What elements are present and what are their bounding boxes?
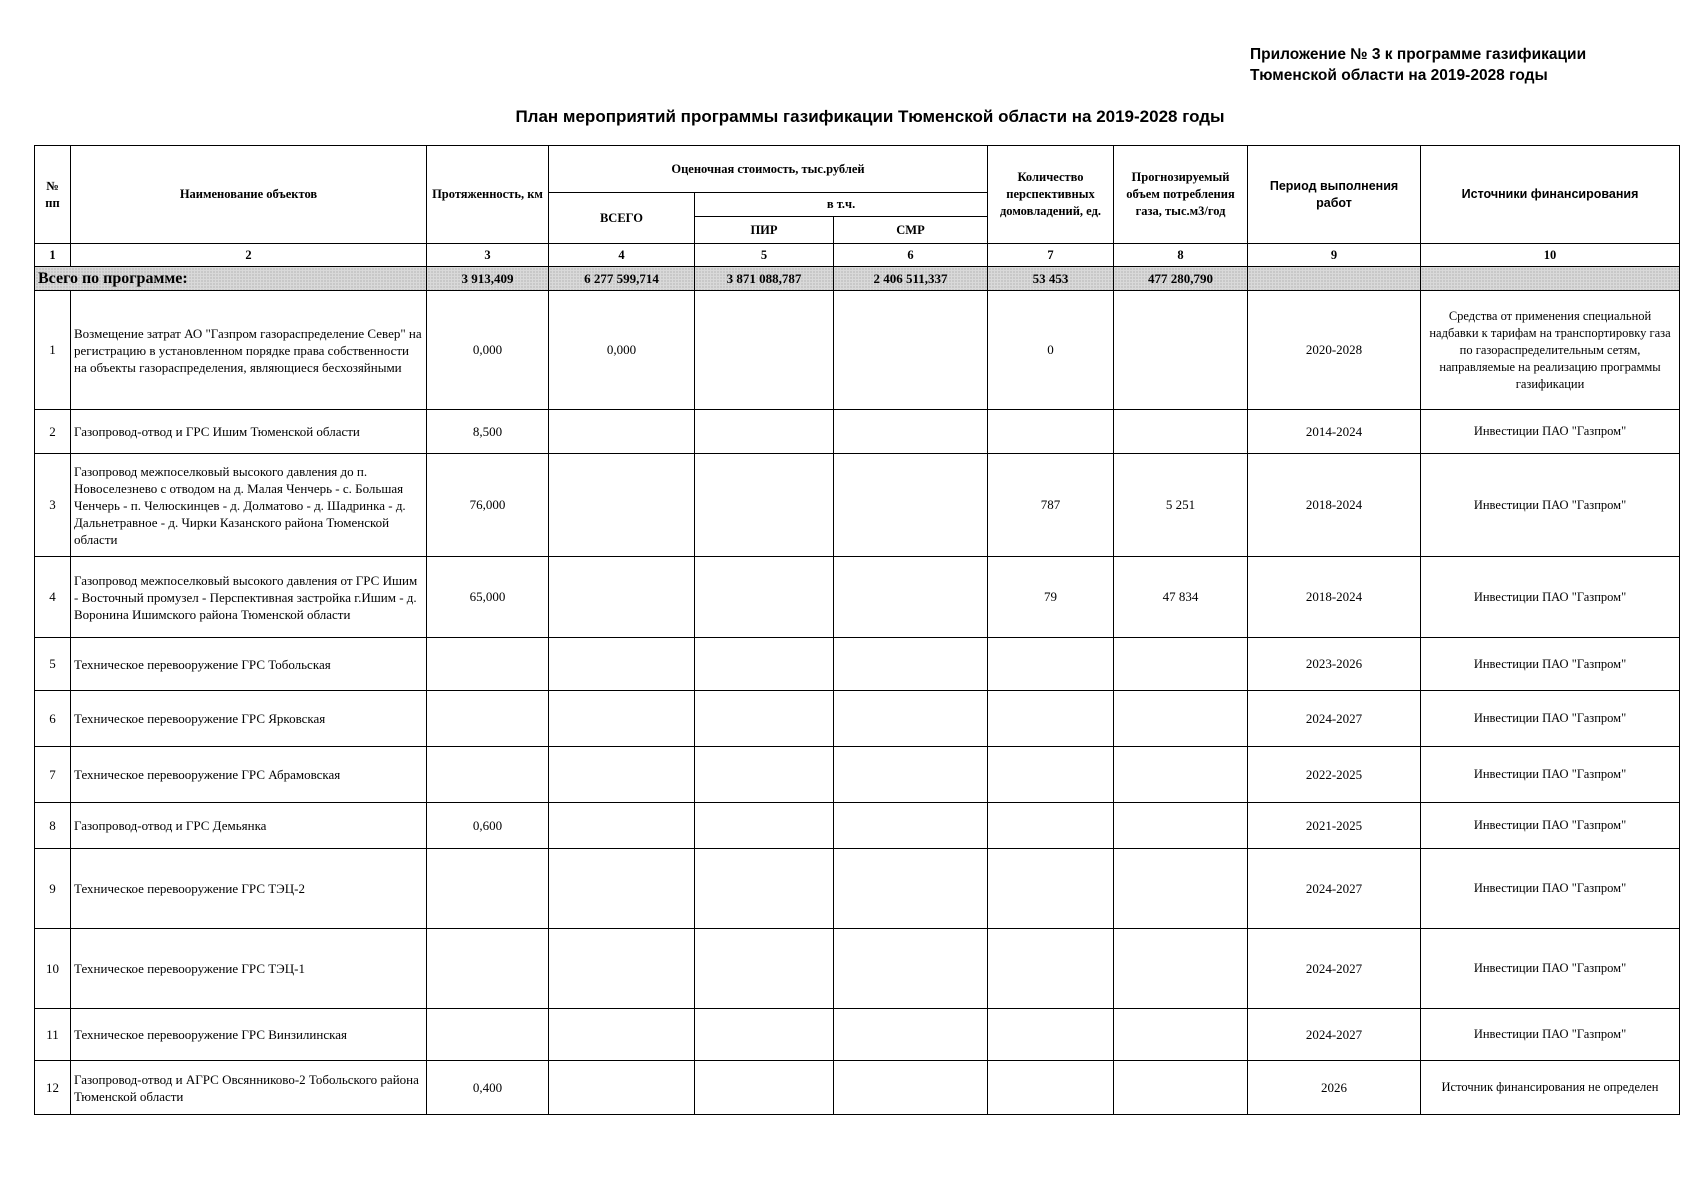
cell-sources: Инвестиции ПАО "Газпром" [1421,410,1680,454]
cell-period: 2021-2025 [1248,803,1421,849]
column-number: 5 [695,244,834,267]
cell-length: 76,000 [427,454,549,557]
cell-num: 1 [35,291,71,410]
cell-total [549,803,695,849]
table-header [35,146,1680,244]
cell-smr [834,803,988,849]
cell-num: 11 [35,1009,71,1061]
cell-num: 3 [35,454,71,557]
cell-total [549,557,695,638]
cell-households [988,1061,1114,1115]
totals-pir: 3 871 088,787 [695,267,834,291]
header-households: Количество перспективных домовладений, ед. [988,146,1114,244]
cell-length: 0,600 [427,803,549,849]
cell-sources: Инвестиции ПАО "Газпром" [1421,454,1680,557]
cell-households [988,747,1114,803]
cell-length [427,849,549,929]
header-num: № пп [35,146,71,244]
table-row [35,454,1680,557]
table-row [35,410,1680,454]
totals-gas: 477 280,790 [1114,267,1248,291]
table-row [35,849,1680,929]
cell-smr [834,1009,988,1061]
cell-name: Техническое перевооружение ГРС ТЭЦ-1 [71,929,427,1009]
cell-period: 2024-2027 [1248,1009,1421,1061]
cell-total [549,1061,695,1115]
table-row [35,803,1680,849]
cell-total [549,454,695,557]
cell-smr [834,557,988,638]
column-number: 10 [1421,244,1680,267]
table-row [35,1061,1680,1115]
cell-total [549,638,695,691]
cell-households [988,803,1114,849]
cell-length: 8,500 [427,410,549,454]
column-numbers-row [35,244,1680,267]
cell-gas [1114,410,1248,454]
column-number: 2 [71,244,427,267]
appendix-line-1: Приложение № 3 к программе газификации [1250,46,1587,63]
cell-sources: Инвестиции ПАО "Газпром" [1421,849,1680,929]
cell-name: Газопровод межпоселковый высокого давления до п. Новоселезнево с отводом на д. Малая Ченчерь - с. Большая Ченчерь - п. Челюскинцев - д. Долматово - д. Шадринка - д. Дальнетравное - д. Чирки Казанского района Тюменской области [71,454,427,557]
cell-gas [1114,929,1248,1009]
cell-period: 2024-2027 [1248,929,1421,1009]
cell-smr [834,849,988,929]
cell-pir [695,454,834,557]
column-number: 7 [988,244,1114,267]
cell-gas [1114,638,1248,691]
cell-name: Техническое перевооружение ГРС Винзилинская [71,1009,427,1061]
cell-period: 2018-2024 [1248,454,1421,557]
cell-gas [1114,747,1248,803]
cell-name: Техническое перевооружение ГРС Ярковская [71,691,427,747]
cell-households [988,691,1114,747]
cell-sources: Средства от применения специальной надбавки к тарифам на транспортировку газа по газораспределительным сетям, направляемые на реализацию программы газификации [1421,291,1680,410]
cell-smr [834,691,988,747]
cell-smr [834,638,988,691]
cell-period: 2024-2027 [1248,691,1421,747]
cell-pir [695,410,834,454]
table-row [35,291,1680,410]
cell-pir [695,291,834,410]
cell-period: 2020-2028 [1248,291,1421,410]
plan-table [34,145,1680,1115]
cell-length: 0,400 [427,1061,549,1115]
cell-pir [695,747,834,803]
cell-households [988,638,1114,691]
table-body [35,244,1680,1115]
totals-length: 3 913,409 [427,267,549,291]
cell-total [549,747,695,803]
cell-gas [1114,803,1248,849]
table-row [35,929,1680,1009]
cell-num: 6 [35,691,71,747]
document-title: План мероприятий программы газификации Тюменской области на 2019-2028 годы [515,107,1225,126]
cell-sources: Инвестиции ПАО "Газпром" [1421,691,1680,747]
totals-row [35,267,1680,291]
cell-num: 12 [35,1061,71,1115]
cell-num: 7 [35,747,71,803]
cell-smr [834,454,988,557]
cell-length: 0,000 [427,291,549,410]
cell-households: 787 [988,454,1114,557]
cell-length [427,1009,549,1061]
cell-smr [834,1061,988,1115]
cell-gas [1114,849,1248,929]
cell-households: 0 [988,291,1114,410]
table-row [35,638,1680,691]
cell-name: Техническое перевооружение ГРС ТЭЦ-2 [71,849,427,929]
cell-period: 2018-2024 [1248,557,1421,638]
cell-num: 8 [35,803,71,849]
cell-num: 5 [35,638,71,691]
cell-households [988,849,1114,929]
cell-period: 2026 [1248,1061,1421,1115]
cell-pir [695,929,834,1009]
column-number: 8 [1114,244,1248,267]
cell-gas [1114,1009,1248,1061]
cell-name: Возмещение затрат АО "Газпром газораспределение Север" на регистрацию в установленном порядке права собственности на объекты газораспределения, являющиеся бесхозяйными [71,291,427,410]
cell-households [988,410,1114,454]
header-incl: в т.ч. [695,193,988,217]
header-name: Наименование объектов [71,146,427,244]
cell-smr [834,410,988,454]
cell-gas [1114,691,1248,747]
totals-period [1248,267,1421,291]
appendix-line-2: Тюменской области на 2019-2028 годы [1250,67,1548,84]
totals-households: 53 453 [988,267,1114,291]
cell-total [549,849,695,929]
column-number: 1 [35,244,71,267]
cell-name: Техническое перевооружение ГРС Абрамовская [71,747,427,803]
cell-sources: Инвестиции ПАО "Газпром" [1421,1009,1680,1061]
cell-gas: 47 834 [1114,557,1248,638]
cell-name: Техническое перевооружение ГРС Тобольская [71,638,427,691]
cell-pir [695,1061,834,1115]
cell-num: 10 [35,929,71,1009]
cell-num: 4 [35,557,71,638]
cell-name: Газопровод межпоселковый высокого давления от ГРС Ишим - Восточный промузел - Перспективная застройка г.Ишим - д. Воронина Ишимского района Тюменской области [71,557,427,638]
header-gas: Прогнозируемый объем потребления газа, тыс.м3/год [1114,146,1248,244]
cell-gas [1114,1061,1248,1115]
cell-sources: Инвестиции ПАО "Газпром" [1421,557,1680,638]
totals-total: 6 277 599,714 [549,267,695,291]
appendix-note [1250,44,1586,86]
column-number: 4 [549,244,695,267]
cell-households [988,1009,1114,1061]
cell-pir [695,849,834,929]
cell-name: Газопровод-отвод и ГРС Ишим Тюменской области [71,410,427,454]
cell-sources: Источник финансирования не определен [1421,1061,1680,1115]
cell-name: Газопровод-отвод и ГРС Демьянка [71,803,427,849]
table-row [35,557,1680,638]
cell-num: 9 [35,849,71,929]
totals-label: Всего по программе: [35,267,427,291]
cell-period: 2022-2025 [1248,747,1421,803]
cell-sources: Инвестиции ПАО "Газпром" [1421,929,1680,1009]
cell-total [549,691,695,747]
cell-period: 2023-2026 [1248,638,1421,691]
cell-households [988,929,1114,1009]
cell-name: Газопровод-отвод и АГРС Овсянниково-2 Тобольского района Тюменской области [71,1061,427,1115]
cell-gas [1114,291,1248,410]
cell-pir [695,803,834,849]
cell-total [549,1009,695,1061]
cell-length [427,638,549,691]
header-pir: ПИР [695,217,834,244]
cell-length [427,747,549,803]
cell-num: 2 [35,410,71,454]
cell-sources: Инвестиции ПАО "Газпром" [1421,638,1680,691]
header-sources: Источники финансирования [1421,146,1680,244]
cell-period: 2014-2024 [1248,410,1421,454]
cell-period: 2024-2027 [1248,849,1421,929]
table-row [35,691,1680,747]
cell-total: 0,000 [549,291,695,410]
cell-length: 65,000 [427,557,549,638]
cell-sources: Инвестиции ПАО "Газпром" [1421,747,1680,803]
table-row [35,747,1680,803]
cell-sources: Инвестиции ПАО "Газпром" [1421,803,1680,849]
header-total: ВСЕГО [549,193,695,244]
header-cost: Оценочная стоимость, тыс.рублей [549,146,988,193]
totals-sources [1421,267,1680,291]
column-number: 9 [1248,244,1421,267]
cell-length [427,691,549,747]
cell-length [427,929,549,1009]
cell-gas: 5 251 [1114,454,1248,557]
cell-pir [695,638,834,691]
cell-pir [695,691,834,747]
column-number: 6 [834,244,988,267]
cell-pir [695,1009,834,1061]
cell-smr [834,747,988,803]
cell-total [549,410,695,454]
cell-households: 79 [988,557,1114,638]
cell-smr [834,929,988,1009]
cell-smr [834,291,988,410]
table-row [35,1009,1680,1061]
column-number: 3 [427,244,549,267]
cell-pir [695,557,834,638]
header-length: Протяженность, км [427,146,549,244]
totals-smr: 2 406 511,337 [834,267,988,291]
header-smr: СМР [834,217,988,244]
cell-total [549,929,695,1009]
header-period: Период выполнения работ [1248,146,1421,244]
